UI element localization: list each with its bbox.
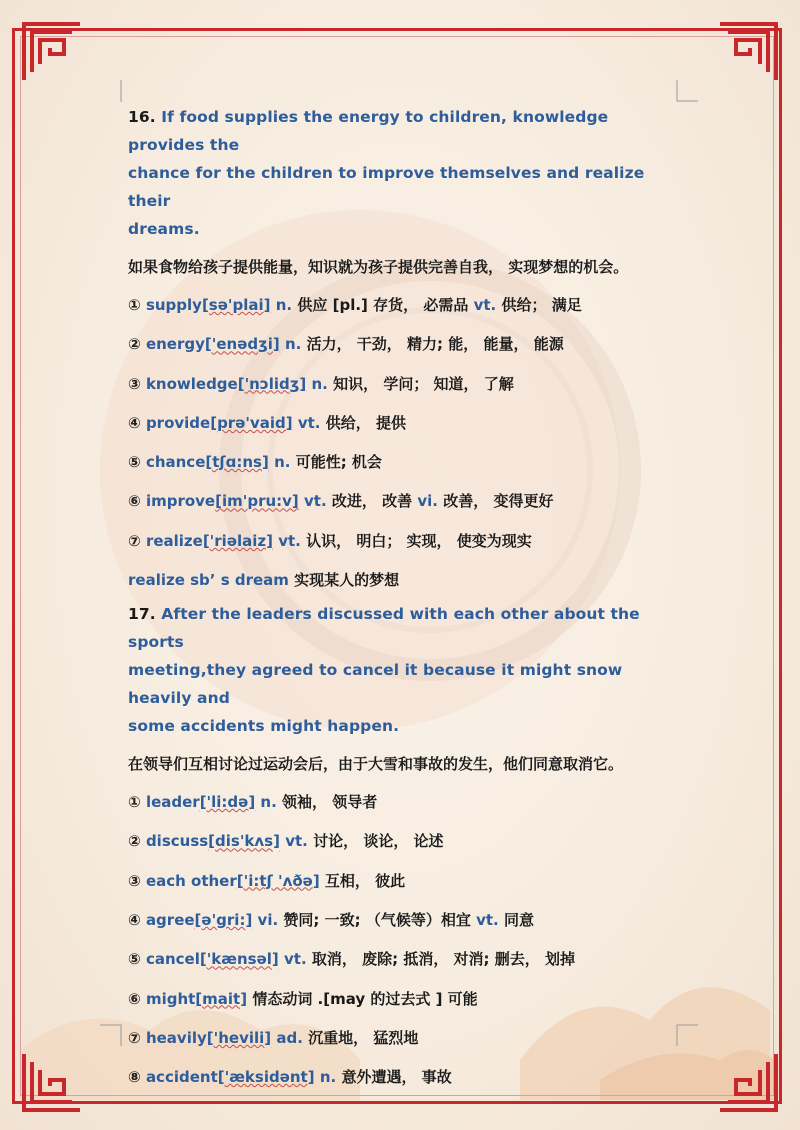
vocab-pos: vt.: [304, 492, 327, 511]
vocab-index: ⑥: [128, 989, 141, 1008]
vocab-definition: 活力， 干劲， 精力; 能， 能量， 能源: [306, 335, 564, 354]
vocab-index: ⑧: [128, 1068, 141, 1087]
sentence-english: [128, 600, 688, 740]
vocab-word: leader: [145, 793, 200, 812]
vocab-index: ①: [128, 296, 141, 314]
vocab-word: might: [145, 989, 196, 1008]
vocab-pos: n.: [260, 793, 277, 812]
vocab-item: [128, 867, 688, 895]
vocab-definition: 供给， 提供: [325, 413, 406, 432]
crop-mark-bottom-left: [100, 1024, 122, 1046]
vocab-definition: 供给； 满足: [501, 296, 582, 314]
vocab-item: [128, 1063, 688, 1091]
sentence-line: meeting,they agreed to cancel it because it might snow heavily and: [128, 661, 623, 708]
vocab-word: provide: [145, 413, 211, 432]
vocab-definition: 互相， 彼此: [324, 871, 406, 890]
vocab-phonetic: ['nɔlidʒ]: [237, 374, 307, 393]
vocab-phonetic: ['hevili]: [206, 1028, 272, 1047]
vocab-index: ②: [128, 335, 141, 354]
vocab-item: [128, 370, 688, 398]
vocab-pos: n.: [275, 296, 293, 314]
vocab-index: ③: [128, 374, 141, 393]
vocab-pos: vt.: [297, 413, 321, 432]
vocab-word: agree: [145, 910, 195, 929]
sentence-number: 17.: [128, 605, 156, 624]
vocab-pos: n.: [274, 453, 291, 472]
vocab-pos: vi.: [417, 492, 438, 511]
vocab-pos: vt.: [476, 910, 499, 929]
vocab-item: [128, 945, 688, 973]
vocab-phonetic: [ə'gri:]: [194, 910, 253, 929]
vocab-item: [128, 985, 688, 1013]
vocab-index: ④: [128, 413, 141, 432]
vocab-word: improve: [145, 492, 216, 511]
crop-mark-top-right: [676, 80, 698, 102]
vocab-index: ⑤: [128, 453, 141, 472]
vocab-item: [128, 1024, 688, 1052]
phrase-english: realize sb’ s dream: [128, 571, 289, 590]
vocab-word: realize: [145, 531, 203, 550]
vocab-word: energy: [145, 335, 205, 354]
vocab-definition: 领袖， 领导者: [282, 793, 378, 812]
vocab-index: ①: [128, 793, 141, 812]
vocab-index: ②: [128, 832, 141, 851]
sentence-line: If food supplies the energy to children, knowledge provides the: [128, 108, 609, 154]
vocab-phonetic: ['æksidənt]: [217, 1068, 315, 1087]
vocab-item: [128, 827, 688, 855]
vocab-phonetic: ['riəlaiz]: [202, 531, 273, 550]
sentence-line: chance for the children to improve themselves and realize their: [128, 164, 645, 210]
sentence-translation: 在领导们互相讨论过运动会后，由于大雪和事故的发生，他们同意取消它。: [128, 755, 624, 774]
vocab-index: ⑥: [128, 492, 141, 511]
vocab-index: ⑤: [128, 950, 141, 969]
vocab-definition: 意外遭遇， 事故: [341, 1068, 452, 1087]
vocab-definition: 赞同; 一致; （气候等）相宜: [283, 910, 471, 929]
vocab-index: ⑦: [128, 531, 141, 550]
sentence-translation: 如果食物给孩子提供能量，知识就为孩子提供完善自我， 实现梦想的机会。: [128, 258, 629, 276]
vocab-definition: 情态动词 .[may 的过去式 ] 可能: [252, 989, 478, 1008]
sentence-number: 16.: [128, 108, 156, 126]
vocab-item: [128, 291, 688, 319]
phrase-chinese: 实现某人的梦想: [294, 571, 400, 590]
corner-ornament-bottom-right: [716, 1050, 780, 1114]
vocab-word: accident: [145, 1068, 218, 1087]
vocab-definition: 讨论， 谈论， 论述: [313, 832, 444, 851]
vocab-pos: vt.: [284, 950, 307, 969]
vocab-word: supply: [145, 296, 202, 314]
vocab-word: knowledge: [145, 374, 238, 393]
sentence-line: some accidents might happen.: [128, 717, 400, 736]
vocab-index: ④: [128, 910, 141, 929]
vocab-definition: 沉重地， 猛烈地: [308, 1028, 419, 1047]
vocab-pos: ad.: [276, 1028, 303, 1047]
vocab-pos: vi.: [257, 910, 279, 929]
document-content: [128, 103, 688, 1102]
sentence-english: [128, 103, 688, 243]
vocab-word: discuss: [145, 832, 209, 851]
vocab-phonetic: ['enədʒi]: [204, 335, 280, 354]
corner-ornament-top-left: [20, 20, 84, 84]
vocab-item: [128, 788, 688, 816]
vocab-definition: 知识， 学问； 知道， 了解: [333, 374, 514, 393]
vocab-word: cancel: [145, 950, 200, 969]
vocab-phonetic: ['i:tʃ 'ʌðə]: [236, 871, 320, 890]
vocab-pos: n.: [319, 1068, 337, 1087]
vocab-pos: n.: [284, 335, 302, 354]
vocab-pos: vt.: [285, 832, 308, 851]
phrase-item: [128, 566, 688, 594]
vocab-definition: 改进， 改善: [331, 492, 413, 511]
vocab-pos: n.: [311, 374, 328, 393]
vocab-index: ⑦: [128, 1028, 141, 1047]
vocab-definition: 供应 [pl.] 存货， 必需品: [297, 296, 469, 314]
vocab-definition: 改善， 变得更好: [443, 492, 554, 511]
vocab-word: heavily: [145, 1028, 207, 1047]
vocab-item: [128, 906, 688, 934]
sentence-line: dreams.: [128, 220, 200, 238]
vocab-phonetic: [dis'kʌs]: [208, 832, 280, 851]
vocab-definition: 可能性; 机会: [295, 453, 382, 472]
vocab-item: [128, 409, 688, 437]
vocab-definition: 同意: [503, 910, 534, 929]
vocab-phonetic: ['li:də]: [199, 793, 256, 812]
vocab-item: [128, 330, 688, 358]
corner-ornament-bottom-left: [20, 1050, 84, 1114]
vocab-pos: vt.: [278, 531, 301, 550]
vocab-item: [128, 448, 688, 476]
vocab-phonetic: [mait]: [195, 989, 248, 1008]
vocab-item: [128, 527, 688, 555]
corner-ornament-top-right: [716, 20, 780, 84]
vocab-phonetic: [im'pru:v]: [215, 492, 299, 511]
vocab-index: ③: [128, 871, 141, 890]
crop-mark-top-left: [100, 80, 122, 102]
vocab-phonetic: ['kænsəl]: [199, 950, 279, 969]
vocab-definition: 认识， 明白； 实现， 使变为现实: [306, 531, 532, 550]
vocab-phonetic: [prə'vaid]: [210, 413, 293, 432]
vocab-word: each other: [145, 871, 237, 890]
sentence-line: After the leaders discussed with each other about the sports: [128, 605, 640, 652]
vocab-definition: 取消， 废除; 抵消， 对消; 删去， 划掉: [311, 950, 576, 969]
vocab-word: chance: [145, 453, 206, 472]
vocab-phonetic: [tʃɑ:ns]: [205, 453, 269, 472]
vocab-pos: vt.: [473, 296, 497, 314]
vocab-item: [128, 487, 688, 515]
vocab-phonetic: [sə'plai]: [201, 296, 271, 314]
